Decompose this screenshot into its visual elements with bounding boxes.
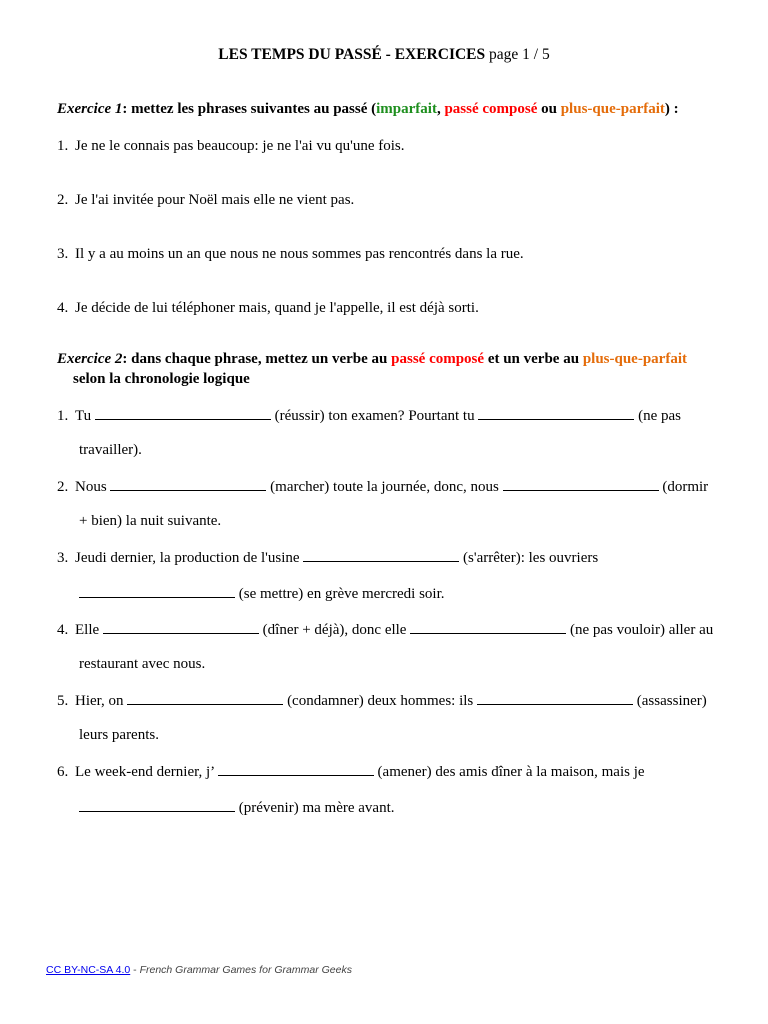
item-text: (ne pas (638, 408, 681, 424)
item-text: Tu (75, 408, 92, 424)
title-text: LES TEMPS DU PASSÉ - EXERCICES (218, 46, 486, 63)
term-imparfait: imparfait (376, 101, 437, 117)
answer-blank[interactable] (218, 761, 374, 776)
exercise-1-item (57, 136, 404, 156)
exercise-1-item (57, 298, 479, 318)
item-number: 6. (57, 764, 69, 780)
item-number: 4. (57, 300, 69, 316)
exercise-2-heading (57, 351, 687, 368)
answer-blank[interactable] (477, 690, 633, 705)
separator: ) : (664, 101, 679, 117)
item-text: Nous (75, 479, 107, 495)
footer-separator: - (130, 964, 140, 976)
item-sentence: Je décide de lui téléphoner mais, quand je l'appelle, il est déjà sorti. (75, 300, 479, 316)
exercise-2-instruction: et un verbe au (484, 351, 583, 367)
item-text: (dîner + déjà), donc elle (262, 622, 407, 638)
item-text: (se mettre) en grève mercredi soir. (238, 586, 445, 602)
term-plus-que-parfait: plus-que-parfait (560, 101, 665, 117)
answer-blank[interactable] (79, 797, 235, 812)
term-passe-compose: passé composé (391, 351, 485, 367)
item-text: (marcher) toute la journée, donc, nous (270, 479, 499, 495)
exercise-1-instruction: : mettez les phrases suivantes au passé ( (122, 101, 377, 117)
separator: ou (537, 101, 561, 117)
exercise-1-label: Exercice 1 (57, 101, 123, 117)
exercise-2-heading-line2: selon la chronologie logique (73, 371, 250, 387)
item-text: (amener) des amis dîner à la maison, mais je (377, 764, 645, 780)
item-sentence: Je l'ai invitée pour Noël mais elle ne vient pas. (75, 192, 355, 208)
item-number: 3. (57, 550, 69, 566)
item-sentence: Je ne le connais pas beaucoup: je ne l'ai vu qu'une fois. (75, 138, 405, 154)
term-passe-compose: passé composé (444, 101, 538, 117)
exercise-2-item (57, 761, 645, 782)
footer-credit: French Grammar Games for Grammar Geeks (139, 964, 352, 976)
item-continuation (79, 583, 445, 604)
item-number: 2. (57, 479, 69, 495)
item-number: 1. (57, 408, 69, 424)
answer-blank[interactable] (79, 583, 235, 598)
item-number: 5. (57, 693, 69, 709)
item-text: (réussir) ton examen? Pourtant tu (274, 408, 475, 424)
item-number: 2. (57, 192, 69, 208)
item-continuation: restaurant avec nous. (79, 656, 206, 672)
item-continuation: leurs parents. (79, 727, 159, 743)
item-number: 1. (57, 138, 69, 154)
exercise-1-item (57, 190, 354, 210)
exercise-1-heading (57, 101, 679, 118)
item-text: Le week-end dernier, j’ (75, 764, 215, 780)
answer-blank[interactable] (410, 619, 566, 634)
answer-blank[interactable] (103, 619, 259, 634)
exercise-2-label: Exercice 2 (57, 351, 123, 367)
answer-blank[interactable] (503, 476, 659, 491)
exercise-2-item (57, 547, 598, 568)
term-plus-que-parfait: plus-que-parfait (582, 351, 687, 367)
answer-blank[interactable] (110, 476, 266, 491)
item-number: 3. (57, 246, 69, 262)
item-text: Jeudi dernier, la production de l'usine (75, 550, 300, 566)
item-text: Hier, on (75, 693, 124, 709)
item-continuation (79, 797, 395, 818)
answer-blank[interactable] (127, 690, 283, 705)
exercise-2-instruction: : dans chaque phrase, mettez un verbe au (122, 351, 392, 367)
exercise-1-item (57, 244, 524, 264)
item-sentence: Il y a au moins un an que nous ne nous sommes pas rencontrés dans la rue. (75, 246, 524, 262)
exercise-2-item (57, 690, 707, 711)
item-text: (condamner) deux hommes: ils (287, 693, 474, 709)
item-text: (ne pas vouloir) aller au (569, 622, 714, 638)
answer-blank[interactable] (95, 405, 271, 420)
footer (46, 964, 352, 976)
exercise-2-item (57, 619, 713, 640)
item-text: (assassiner) (636, 693, 707, 709)
item-text: (s'arrêter): les ouvriers (463, 550, 599, 566)
answer-blank[interactable] (478, 405, 634, 420)
exercise-2-item (57, 405, 681, 426)
exercise-2-item (57, 476, 708, 497)
page-number: page 1 / 5 (489, 46, 550, 63)
license-link[interactable]: CC BY-NC-SA 4.0 (46, 964, 131, 976)
page-title (0, 46, 768, 64)
item-continuation: + bien) la nuit suivante. (79, 513, 222, 529)
item-text: (dormir (662, 479, 709, 495)
answer-blank[interactable] (303, 547, 459, 562)
item-text: (prévenir) ma mère avant. (238, 800, 395, 816)
item-text: Elle (75, 622, 100, 638)
item-continuation: travailler). (79, 442, 142, 458)
separator: , (436, 101, 445, 117)
item-number: 4. (57, 622, 69, 638)
